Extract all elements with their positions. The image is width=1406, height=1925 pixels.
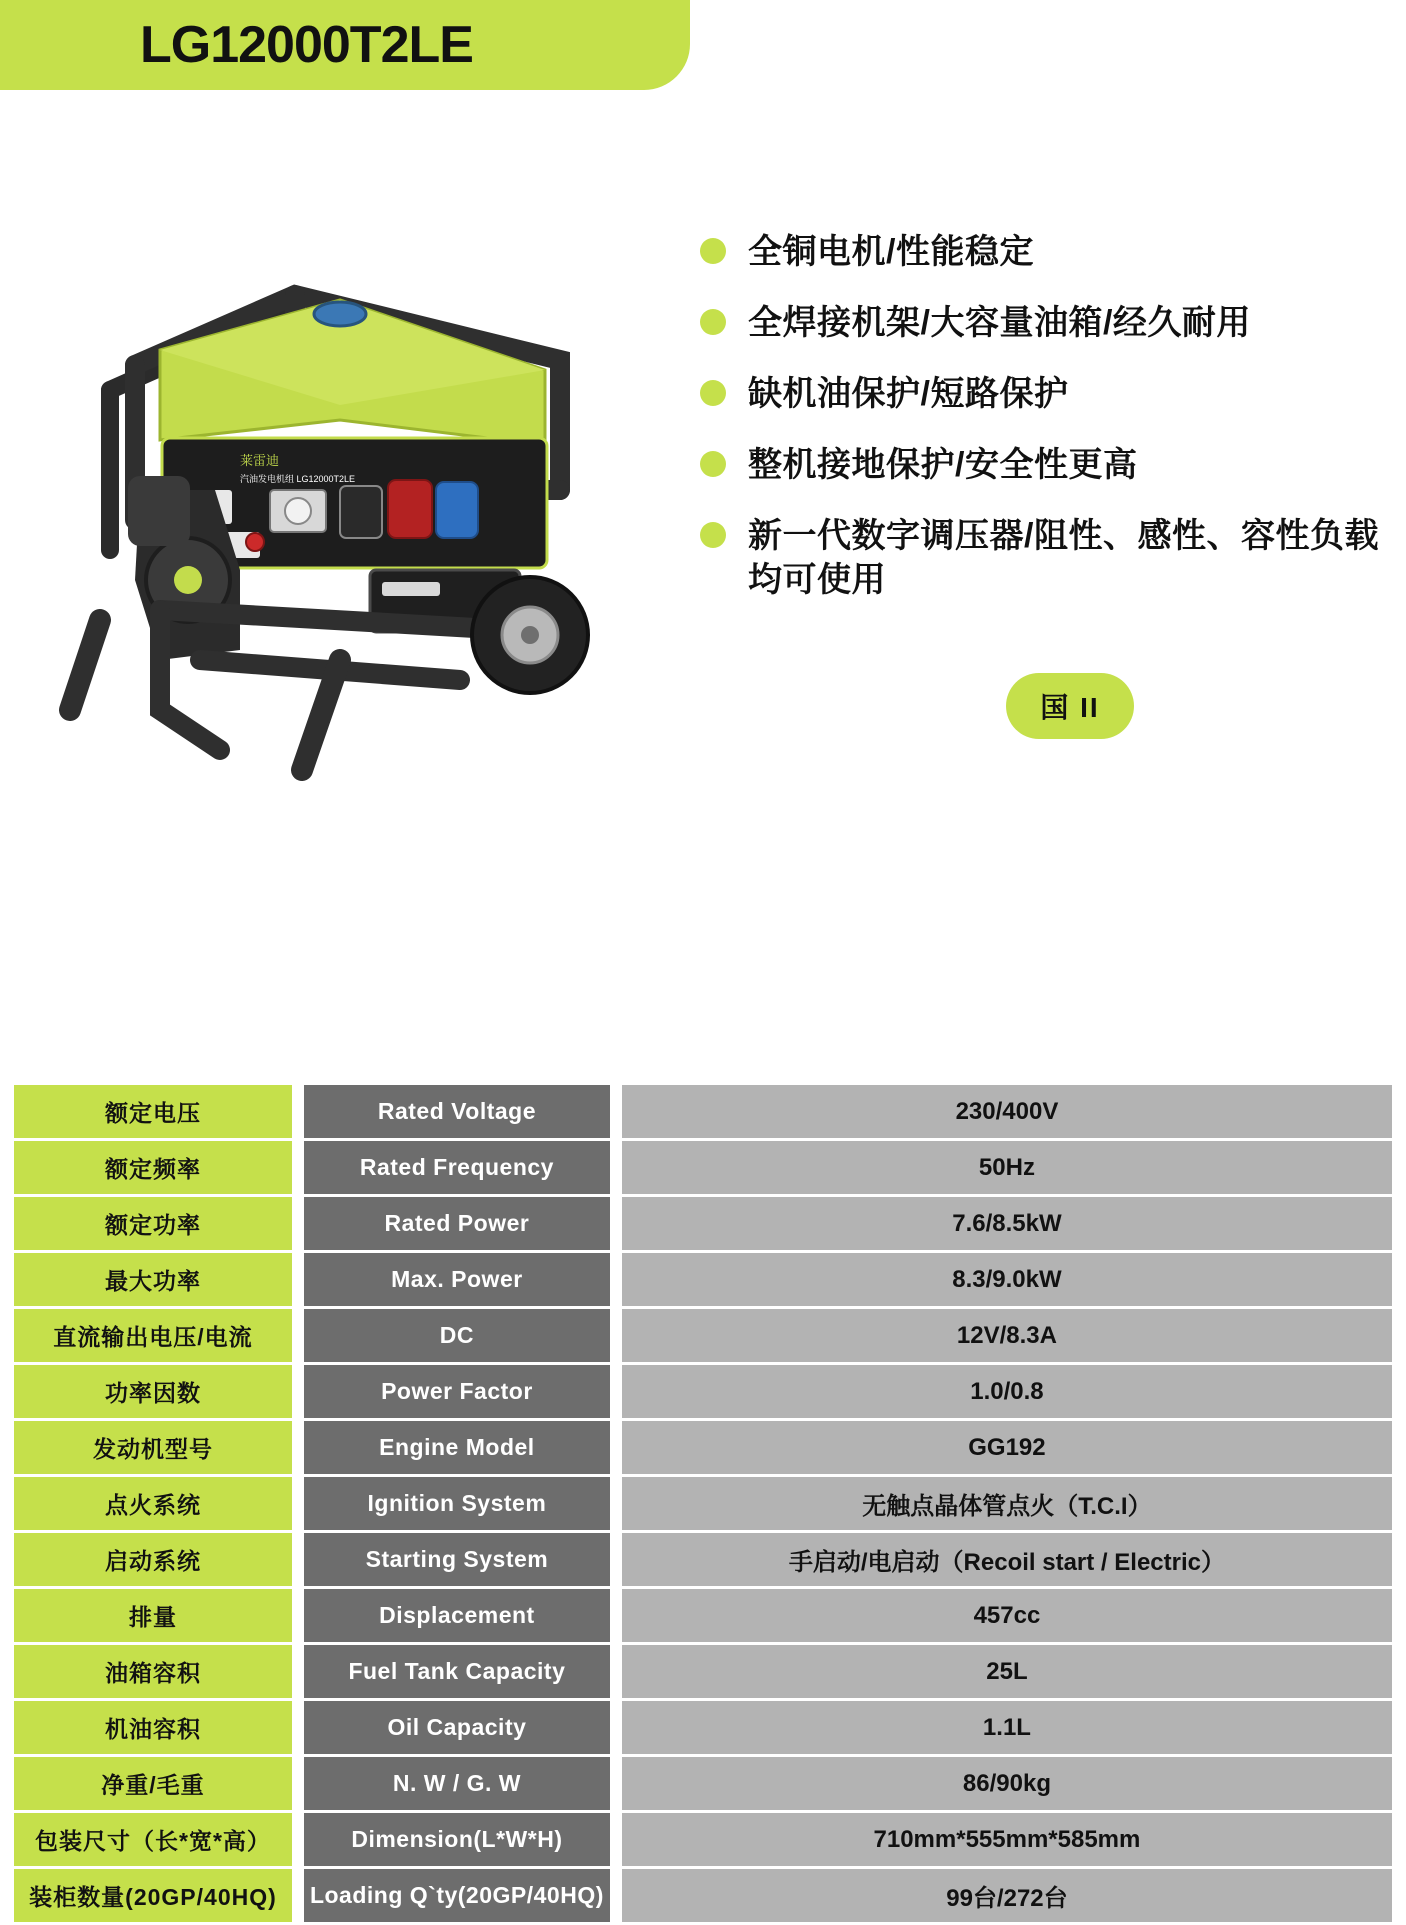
hero-section bbox=[0, 120, 1406, 880]
column-gap bbox=[610, 1645, 622, 1698]
column-gap bbox=[610, 1477, 622, 1530]
feature-text: 整机接地保护/安全性更高 bbox=[748, 445, 1138, 484]
table-row bbox=[14, 1253, 1392, 1306]
spec-label-cn: 最大功率 bbox=[14, 1253, 292, 1306]
spec-label-cn: 点火系统 bbox=[14, 1477, 292, 1530]
table-row bbox=[14, 1085, 1392, 1138]
bullet-dot-icon bbox=[700, 309, 726, 335]
spec-value: 457cc bbox=[622, 1589, 1392, 1642]
bullet-dot-icon bbox=[700, 238, 726, 264]
column-gap bbox=[292, 1701, 304, 1754]
column-gap bbox=[610, 1869, 622, 1922]
svg-text:莱雷迪: 莱雷迪 bbox=[240, 453, 280, 468]
spec-label-en: Power Factor bbox=[304, 1365, 610, 1418]
spec-label-cn: 机油容积 bbox=[14, 1701, 292, 1754]
spec-label-en: Rated Voltage bbox=[304, 1085, 610, 1138]
spec-label-en: Engine Model bbox=[304, 1421, 610, 1474]
spec-label-cn: 直流输出电压/电流 bbox=[14, 1309, 292, 1362]
spec-value: 86/90kg bbox=[622, 1757, 1392, 1810]
product-image bbox=[40, 190, 640, 810]
spec-label-en: N. W / G. W bbox=[304, 1757, 610, 1810]
spec-label-cn: 额定功率 bbox=[14, 1197, 292, 1250]
table-row bbox=[14, 1645, 1392, 1698]
column-gap bbox=[610, 1757, 622, 1810]
column-gap bbox=[610, 1365, 622, 1418]
column-gap bbox=[292, 1757, 304, 1810]
bullet-dot-icon bbox=[700, 451, 726, 477]
table-row bbox=[14, 1589, 1392, 1642]
column-gap bbox=[610, 1533, 622, 1586]
column-gap bbox=[610, 1701, 622, 1754]
spec-label-en: DC bbox=[304, 1309, 610, 1362]
column-gap bbox=[610, 1589, 622, 1642]
spec-label-en: Loading Q`ty(20GP/40HQ) bbox=[304, 1869, 610, 1922]
feature-text: 新一代数字调压器/阻性、感性、容性负载均可使用 bbox=[748, 516, 1379, 600]
spec-value: 8.3/9.0kW bbox=[622, 1253, 1392, 1306]
spec-label-cn: 启动系统 bbox=[14, 1533, 292, 1586]
column-gap bbox=[292, 1645, 304, 1698]
column-gap bbox=[292, 1253, 304, 1306]
spec-label-en: Ignition System bbox=[304, 1477, 610, 1530]
bullet-dot-icon bbox=[700, 522, 726, 548]
table-row bbox=[14, 1533, 1392, 1586]
column-gap bbox=[610, 1421, 622, 1474]
spec-value: 50Hz bbox=[622, 1141, 1392, 1194]
column-gap bbox=[292, 1589, 304, 1642]
spec-label-cn: 装柜数量(20GP/40HQ) bbox=[14, 1869, 292, 1922]
spec-table-body bbox=[14, 1085, 1392, 1922]
spec-value: 25L bbox=[622, 1645, 1392, 1698]
spec-label-cn: 额定频率 bbox=[14, 1141, 292, 1194]
spec-value: 7.6/8.5kW bbox=[622, 1197, 1392, 1250]
feature-text: 全焊接机架/大容量油箱/经久耐用 bbox=[748, 303, 1251, 342]
column-gap bbox=[292, 1141, 304, 1194]
column-gap bbox=[610, 1085, 622, 1138]
column-gap bbox=[292, 1365, 304, 1418]
column-gap bbox=[610, 1141, 622, 1194]
feature-text: 全铜电机/性能稳定 bbox=[748, 233, 1034, 271]
spec-label-cn: 功率因数 bbox=[14, 1365, 292, 1418]
feature-item bbox=[700, 514, 1380, 604]
spec-label-en: Rated Frequency bbox=[304, 1141, 610, 1194]
feature-item bbox=[700, 230, 1380, 275]
table-row bbox=[14, 1365, 1392, 1418]
spec-label-cn: 包装尺寸（长*宽*高） bbox=[14, 1813, 292, 1866]
column-gap bbox=[610, 1197, 622, 1250]
bullet-dot-icon bbox=[700, 380, 726, 406]
spec-table bbox=[14, 1082, 1392, 1925]
table-row bbox=[14, 1141, 1392, 1194]
spec-value: 710mm*555mm*585mm bbox=[622, 1813, 1392, 1866]
spec-label-en: Max. Power bbox=[304, 1253, 610, 1306]
spec-label-cn: 排量 bbox=[14, 1589, 292, 1642]
spec-label-en: Oil Capacity bbox=[304, 1701, 610, 1754]
status-badge: 国 II bbox=[1006, 673, 1134, 739]
spec-value: 99台/272台 bbox=[622, 1869, 1392, 1922]
table-row bbox=[14, 1309, 1392, 1362]
column-gap bbox=[292, 1813, 304, 1866]
spec-label-cn: 额定电压 bbox=[14, 1085, 292, 1138]
svg-text:汽油发电机组 LG12000T2LE: 汽油发电机组 LG12000T2LE bbox=[240, 474, 356, 484]
column-gap bbox=[292, 1533, 304, 1586]
page-title: LG12000T2LE bbox=[140, 16, 473, 74]
spec-value: 230/400V bbox=[622, 1085, 1392, 1138]
spec-value: GG192 bbox=[622, 1421, 1392, 1474]
column-gap bbox=[610, 1309, 622, 1362]
feature-list bbox=[700, 230, 1380, 629]
feature-item bbox=[700, 443, 1380, 488]
column-gap bbox=[292, 1869, 304, 1922]
column-gap bbox=[292, 1197, 304, 1250]
spec-label-en: Rated Power bbox=[304, 1197, 610, 1250]
spec-value: 1.1L bbox=[622, 1701, 1392, 1754]
table-row bbox=[14, 1421, 1392, 1474]
column-gap bbox=[292, 1477, 304, 1530]
table-row bbox=[14, 1757, 1392, 1810]
feature-text: 缺机油保护/短路保护 bbox=[748, 374, 1069, 413]
table-row bbox=[14, 1197, 1392, 1250]
spec-value: 无触点晶体管点火（T.C.I） bbox=[622, 1477, 1392, 1530]
spec-label-en: Fuel Tank Capacity bbox=[304, 1645, 610, 1698]
title-banner bbox=[0, 0, 690, 90]
spec-label-en: Displacement bbox=[304, 1589, 610, 1642]
spec-label-cn: 发动机型号 bbox=[14, 1421, 292, 1474]
column-gap bbox=[292, 1085, 304, 1138]
spec-label-cn: 净重/毛重 bbox=[14, 1757, 292, 1810]
generator-illustration bbox=[40, 190, 640, 810]
column-gap bbox=[610, 1253, 622, 1306]
column-gap bbox=[610, 1813, 622, 1866]
table-row bbox=[14, 1813, 1392, 1866]
spec-value: 12V/8.3A bbox=[622, 1309, 1392, 1362]
feature-item bbox=[700, 372, 1380, 417]
spec-label-en: Dimension(L*W*H) bbox=[304, 1813, 610, 1866]
spec-label-en: Starting System bbox=[304, 1533, 610, 1586]
feature-item bbox=[700, 301, 1380, 346]
spec-value: 手启动/电启动（Recoil start / Electric） bbox=[622, 1533, 1392, 1586]
table-row bbox=[14, 1701, 1392, 1754]
column-gap bbox=[292, 1421, 304, 1474]
table-row bbox=[14, 1869, 1392, 1922]
spec-value: 1.0/0.8 bbox=[622, 1365, 1392, 1418]
table-row bbox=[14, 1477, 1392, 1530]
spec-label-cn: 油箱容积 bbox=[14, 1645, 292, 1698]
column-gap bbox=[292, 1309, 304, 1362]
